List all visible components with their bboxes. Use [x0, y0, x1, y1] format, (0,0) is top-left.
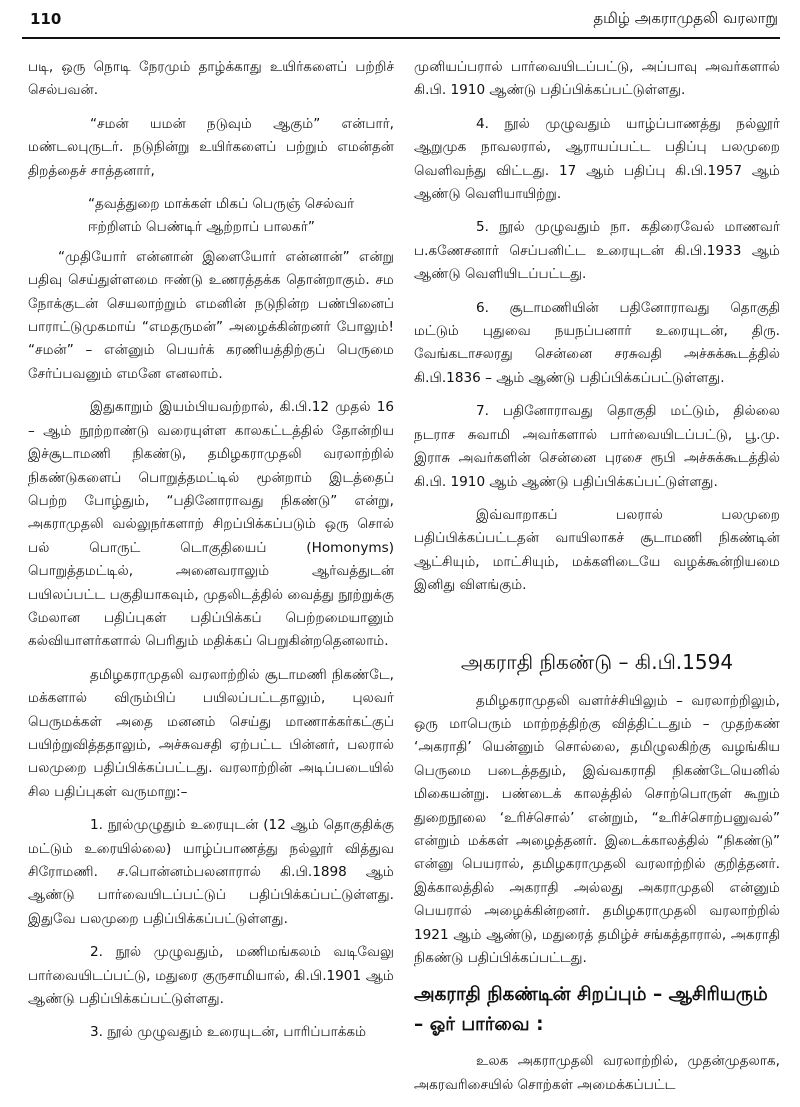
running-title: தமிழ் அகராமுதலி வரலாறு [593, 9, 778, 27]
paragraph: உலக அகராமுதலி வரலாற்றில், முதன்முதலாக, அகரவரிசையில் சொற்கள் அமைக்கப்பட்ட [414, 1053, 780, 1093]
list-item: 6. சூடாமணியின் பதினோராவது தொகுதி மட்டும் புதுவை நயநப்பனார் உரையுடன், திரு. வேங்கடாசலரது சென்னை சரசுவதி அச்சுக்கூடத்தில் கி.பி.1836 – ஆம் ஆண்டு பதிப்பிக்கப்பட்டுள்ளது. [414, 299, 780, 386]
paragraph: தமிழகராமுதலி வளர்ச்சியிலும் – வரலாற்றிலும், ஒரு மாபெரும் மாற்றத்திற்கு வித்திட்டதும் – முதற்கண் ‘அகராதி’ யென்னும் சொல்லை, தமிழுலகிற்கு வழங்கிய பெருமை படைத்ததும், இவ்வகராதி நிகண்டேயெனில் மிகையன்று. பண்டைக் காலத்தில் சொற்பொருள் கூறும் துறைநூலை ‘உரிச்சொல்’ என்றும், “உரிச்சொற்பனுவல்” என்றும் மக்கள் அழைத்தனர். இடைக்காலத்தில் “நிகண்டு” என்னு பெயரால், தமிழகராமுதலி வரலாற்றில் குறித்தனர். இக்காலத்தில் அகராதி அல்லது அகராமுதலி என்னும் பெயரால் அழைக்கின்றனர். தமிழகராமுதலி வரலாற்றில் 1921 ஆம் ஆண்டு, மதுரைத் தமிழ்ச் சங்கத்தாரால், அகராதி நிகண்டு பதிப்பிக்கப்பட்டது. [414, 692, 780, 966]
paragraph: இவ்வாறாகப் பலரால் பலமுறை பதிப்பிக்கப்பட்டதன் வாயிலாகச் சூடாமணி நிகண்டின் ஆட்சியும், மாட்சியும், மக்களிடையே வழக்கூன்றியமை இனிது விளங்கும். [414, 506, 780, 594]
paragraph: “சமன் யமன் நடுவும் ஆகும்” என்பார், மண்டலபுருடர். நடுநின்று உயிர்களைப் பற்றும் எமன்தன் திறத்தைச் சாத்தனார், [28, 115, 394, 179]
right-column [414, 56, 780, 1107]
section-heading: அகராதி நிகண்டு – கி.பி.1594 [460, 649, 734, 674]
list-item: 3. நூல் முழுவதும் உரையுடன், பாரிப்பாக்கம் [90, 1024, 367, 1041]
left-column [28, 56, 394, 1055]
paragraph: முனியப்பரால் பார்வையிடப்பட்டு, அப்பாவு அவர்களால் கி.பி. 1910 ஆண்டு பதிப்பிக்கப்பட்டுள்ளது. [414, 59, 780, 99]
list-item: 4. நூல் முழுவதும் யாழ்ப்பாணத்து நல்லூர் ஆறுமுக நாவலரால், ஆராயப்பட்ட பதிப்பு பலமுறை வெளிவந்து விட்டது. 17 ஆம் பதிப்பு கி.பி.1957 ஆம் ஆண்டு வெளியாயிற்று. [414, 115, 780, 203]
list-item: 2. நூல் முழுவதும், மணிமங்கலம் வடிவேலு பார்வையிடப்பட்டு, மதுரை குருசாமியால், கி.பி.1901 ஆம் ஆண்டு பதிப்பிக்கப்பட்டுள்ளது. [28, 944, 394, 1008]
list-item: 1. நூல்முழுதும் உரையுடன் (12 ஆம் தொகுதிக்கு மட்டும் உரையில்லை) யாழ்ப்பாணத்து நல்லூர் வித்துவ சிரோமணி. ச.பொன்னம்பலனாரால் கி.பி.1898 ஆம் ஆண்டு பார்வையிடப்பட்டுப் பதிப்பிக்கப்பட்டுள்ளது. இதுவே பலமுறை பதிப்பிக்கப்பட்டுள்ளது. [28, 817, 394, 927]
header-rule [22, 37, 780, 39]
subsection-heading: அகராதி நிகண்டின் சிறப்பும் – ஆசிரியரும் – ஓர் பார்வை : [414, 984, 768, 1036]
page-number: 110 [30, 10, 62, 28]
list-item: 5. நூல் முழுவதும் நா. கதிரைவேல் மாணவர் ப.கணேசனார் செப்பனிட்ட உரையுடன் கி.பி.1933 ஆம் ஆண்டு வெளியிடப்பட்டது. [414, 219, 780, 283]
paragraph: “முதியோர் என்னான் இளையோர் என்னான்” என்று பதிவு செய்துள்ளமை ஈண்டு உணரத்தக்க தொன்றாகும். சம நோக்குடன் செயலாற்றும் எமனின் நடுநின்ற பண்பினைப் பாராட்டுமுகமாய் “எமதருமன்” அழைக்கின்றனர் போலும்! “சமன்” – என்னும் பெயர்க் கரணியத்திற்குப் பெருமை சேர்ப்பவனும் எமனே எனலாம். [28, 248, 394, 382]
list-item: 7. பதினோராவது தொகுதி மட்டும், தில்லை நடராச சுவாமி அவர்களால் பார்வையிடப்பட்டு, பூ.மு. இராசு அவர்களின் சென்னை புரசை ரூபி அச்சுக்கூடத்தில் கி.பி. 1910 ஆம் ஆண்டு பதிப்பிக்கப்பட்டுள்ளது. [414, 403, 780, 490]
paragraph: இதுகாறும் இயம்பியவற்றால், கி.பி.12 முதல் 16 – ஆம் நூற்றாண்டு வரையுள்ள காலகட்டத்தில் தோன்றிய இச்சூடாமணி நிகண்டு, தமிழகராமுதலி வரலாற்றில் நிகண்டுகளைப் பொறுத்தமட்டில் மூன்றாம் இடத்தைப் பெற்ற போழ்தும், “பதினோராவது நிகண்டு” என்று, அகராமுதலி வல்லுநர்களாற் சிறப்பிக்கப்படும் ஒரு சொல் பல் பொருட் டொகுதியைப் (Homonyms) பொறுத்தமட்டில், அனைவராலும் ஆர்வத்துடன் பயிலப்பட்ட பகுதியாகவும், முதலிடத்தில் வைத்து நூற்றுக்கு மேலான பதிப்புகள் பதிப்பிக்கப் பெற்றமையானும் கல்வியாளர்களால் பெரிதும் மதிக்கப் பெறுகின்றதெனலாம். [28, 399, 394, 650]
paragraph: படி, ஒரு நொடி நேரமும் தாழ்க்காது உயிர்களைப் பற்றிச் செல்பவன். [28, 59, 394, 99]
paragraph: தமிழகராமுதலி வரலாற்றில் சூடாமணி நிகண்டே, மக்களால் விரும்பிப் பயிலப்பட்டதாலும், புலவர் பெருமக்கள் அதை மனனம் செய்து மாணாக்கர்கட்குப் பயிற்றுவித்ததாலும், அச்சுவசதி ஏற்பட்ட பின்னர், பலரால் பலமுறை பதிப்பிக்கப்பட்டது. வரலாற்றின் அடிப்படையில் சில பதிப்புகள் வருமாறு:– [28, 666, 394, 800]
verse-quote: “தவத்துறை மாக்கள் மிகப் பெருஞ் செல்வர் ஈற்றிளம் பெண்டிர் ஆற்றாப் பாலகர்” [88, 196, 355, 236]
